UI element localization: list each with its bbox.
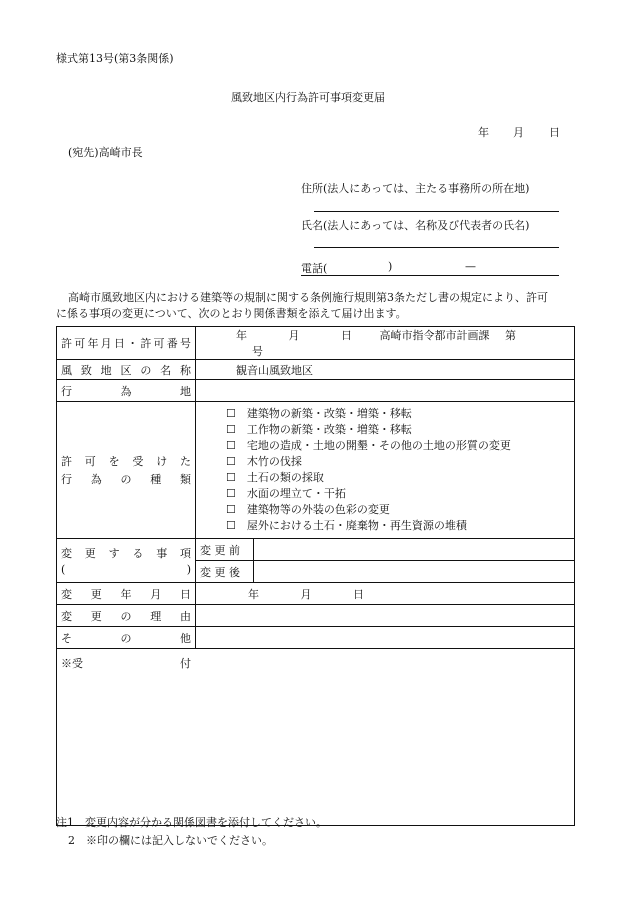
before-change-field[interactable] bbox=[254, 539, 575, 561]
checkbox[interactable]: ☐ bbox=[226, 487, 236, 500]
checkbox[interactable]: ☐ bbox=[226, 471, 236, 484]
note-2: 2 ※印の欄には記入しないでください。 bbox=[68, 834, 273, 847]
kind-item[interactable]: ☐ 宅地の造成・土地の開墾・その他の土地の形質の変更 bbox=[226, 439, 511, 452]
table-row-reason bbox=[57, 605, 575, 627]
table-row-site bbox=[57, 380, 575, 402]
label-before-change: 変 更 前 bbox=[196, 539, 254, 561]
change-date-field[interactable]: 年 月 日 bbox=[196, 583, 575, 605]
addressee: (宛先)高崎市長 bbox=[68, 146, 143, 159]
table-row-change-before bbox=[57, 539, 575, 561]
permit-date-number-field[interactable]: 年 月 日 高崎市指令都市計画課 第 号 bbox=[196, 327, 575, 360]
kind-item[interactable]: ☐ 水面の埋立て・干拓 bbox=[226, 487, 346, 500]
table-row-permit bbox=[57, 327, 575, 360]
checkbox[interactable]: ☐ bbox=[226, 423, 236, 436]
table-row-other bbox=[57, 627, 575, 649]
intro-line-2: に係る事項の変更について、次のとおり関係書類を添えて届け出ます。 bbox=[56, 307, 407, 320]
name-label: 氏名(法人にあっては、名称及び代表者の氏名) bbox=[301, 219, 530, 232]
label-action-site: 行 為 地 bbox=[57, 380, 196, 402]
phone-label: 電話( bbox=[301, 262, 328, 275]
date-month-label: 月 bbox=[513, 126, 524, 139]
label-after-change: 変 更 後 bbox=[196, 561, 254, 583]
label-district-name: 風 致 地 区 の 名 称 bbox=[57, 360, 196, 380]
checkbox[interactable]: ☐ bbox=[226, 455, 236, 468]
kind-item[interactable]: ☐ 屋外における土石・廃棄物・再生資源の堆積 bbox=[226, 519, 467, 532]
checkbox[interactable]: ☐ bbox=[226, 503, 236, 516]
note-1: 注1 変更内容が分かる関係図書を添付してください。 bbox=[56, 816, 327, 829]
label-change-date: 変 更 年 月 日 bbox=[57, 583, 196, 605]
checkbox[interactable]: ☐ bbox=[226, 519, 236, 532]
action-site-field[interactable] bbox=[196, 380, 575, 402]
form-table bbox=[56, 326, 575, 826]
label-permitted-action-kind: 許 可 を 受 け た 行 為 の 種 類 bbox=[57, 402, 196, 539]
phone-dash: — bbox=[465, 260, 476, 273]
phone-close-paren: ) bbox=[388, 260, 393, 273]
label-change-items: 変 更 す る 事 項 ( ) bbox=[57, 539, 196, 583]
label-change-reason: 変 更 の 理 由 bbox=[57, 605, 196, 627]
intro-line-1: 高崎市風致地区内における建築等の規制に関する条例施行規則第3条ただし書の規定により、許可 bbox=[68, 291, 548, 304]
after-change-field[interactable] bbox=[254, 561, 575, 583]
name-field[interactable] bbox=[314, 247, 559, 248]
table-row-change-date bbox=[57, 583, 575, 605]
checkbox[interactable]: ☐ bbox=[226, 439, 236, 452]
kind-item[interactable]: ☐ 建築物の新築・改築・増築・移転 bbox=[226, 407, 412, 420]
address-field[interactable] bbox=[314, 211, 559, 212]
district-name-field[interactable]: 観音山風致地区 bbox=[196, 360, 575, 380]
phone-field[interactable] bbox=[301, 275, 559, 276]
address-label: 住所(法人にあっては、主たる事務所の所在地) bbox=[301, 182, 530, 195]
form-number: 様式第13号(第3条関係) bbox=[56, 52, 174, 65]
checkbox[interactable]: ☐ bbox=[226, 407, 236, 420]
kind-item[interactable]: ☐ 建築物等の外装の色彩の変更 bbox=[226, 503, 390, 516]
kind-item[interactable]: ☐ 土石の類の採取 bbox=[226, 471, 324, 484]
label-permit-date-number: 許 可 年 月 日 ・ 許 可 番 号 bbox=[57, 327, 196, 360]
date-day-label: 日 bbox=[549, 126, 560, 139]
reception-box: ※受 付 bbox=[57, 649, 575, 826]
label-other: そ の 他 bbox=[57, 627, 196, 649]
other-field[interactable] bbox=[196, 627, 575, 649]
change-reason-field[interactable] bbox=[196, 605, 575, 627]
table-row-kinds bbox=[57, 402, 575, 539]
page-title: 風致地区内行為許可事項変更届 bbox=[231, 91, 385, 104]
action-kind-list bbox=[196, 402, 575, 539]
table-row-district bbox=[57, 360, 575, 380]
kind-item[interactable]: ☐ 工作物の新築・改築・増築・移転 bbox=[226, 423, 412, 436]
kind-item[interactable]: ☐ 木竹の伐採 bbox=[226, 455, 302, 468]
table-row-reception bbox=[57, 649, 575, 826]
date-year-label: 年 bbox=[478, 126, 489, 139]
